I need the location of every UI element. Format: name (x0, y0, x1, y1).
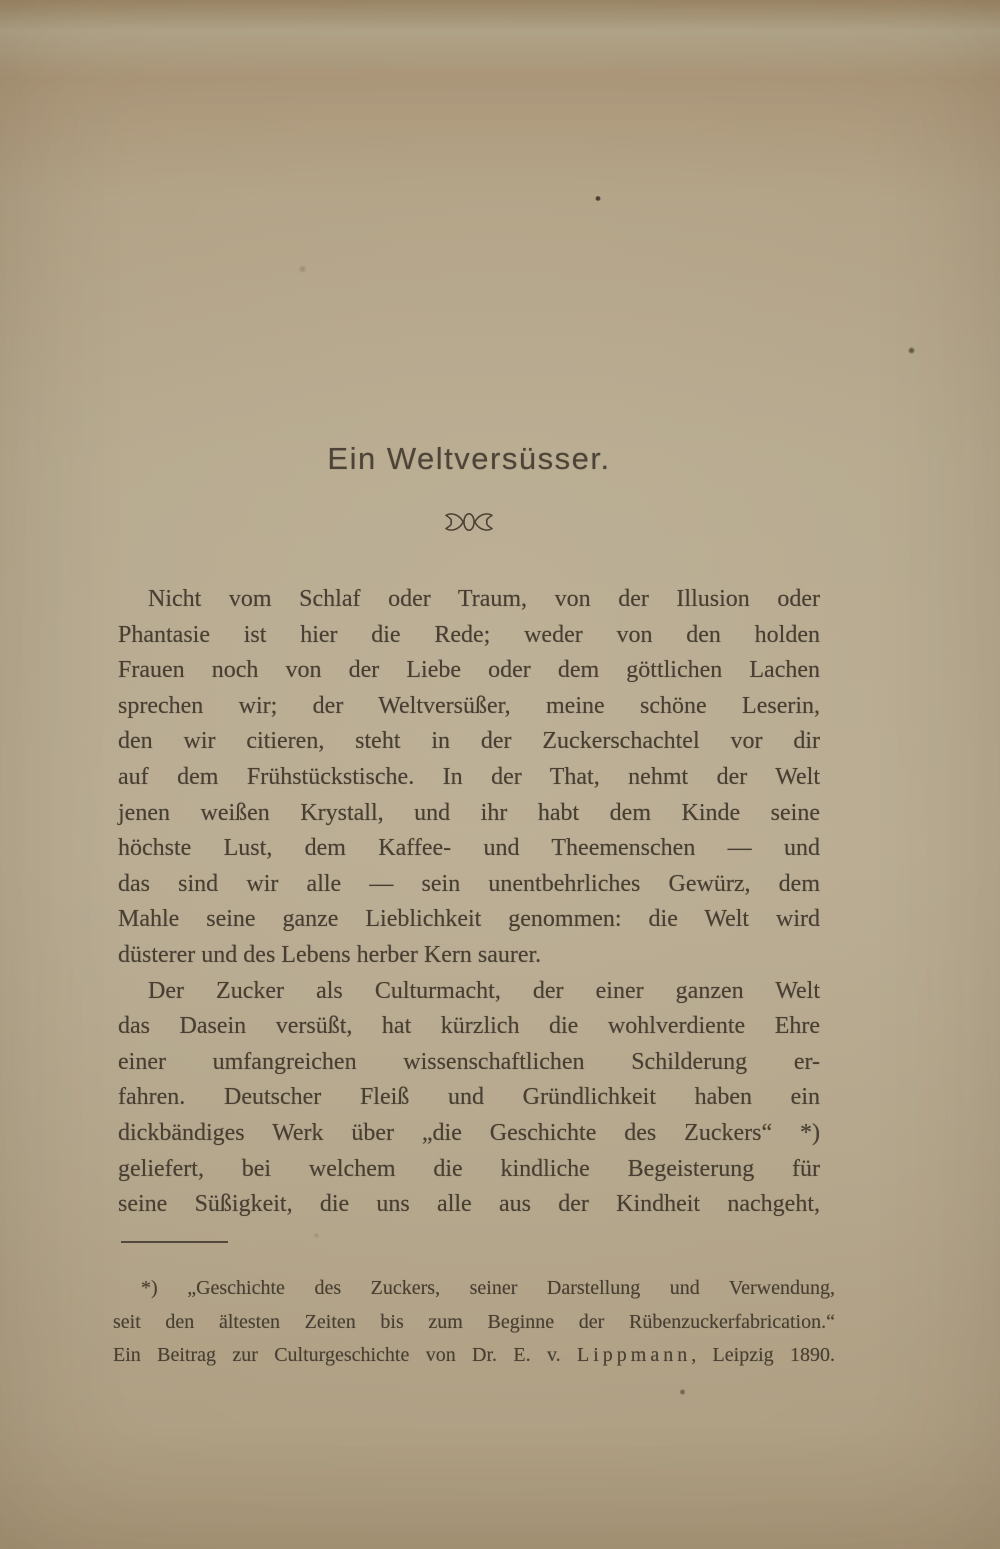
body-line: sprechen wir; der Weltversüßer, meine schöne Leserin, (118, 692, 820, 719)
scan-speck (595, 196, 601, 201)
body-line: geliefert, bei welchem die kindliche Begeisterung für (118, 1155, 820, 1182)
body-line: jenen weißen Krystall, und ihr habt dem Kinde seine (118, 799, 820, 826)
footnote-citation-pre: Ein Beitrag zur Culturgeschichte von Dr. E. v. (113, 1344, 561, 1367)
footnote (113, 1272, 835, 1373)
fleuron-icon (118, 509, 820, 540)
scan-speck (908, 347, 915, 354)
scan-speck (313, 1233, 320, 1238)
body-line: seine Süßigkeit, die uns alle aus der Kindheit nachgeht, (118, 1191, 820, 1218)
footnote-author-name: Lippmann (577, 1344, 692, 1367)
body-line: den wir citieren, steht in der Zuckerschachtel vor dir (118, 728, 820, 755)
footnote-line (113, 1339, 835, 1373)
footnote-line: seit den ältesten Zeiten bis zum Beginne der Rübenzuckerfabrication.“ (113, 1310, 835, 1333)
body-line: das sind wir alle — sein unentbehrliches Gewürz, dem (118, 870, 820, 897)
body-line: düsterer und des Lebens herber Kern saurer. (118, 941, 542, 968)
body-line: höchste Lust, dem Kaffee- und Theemenschen — und (118, 835, 820, 862)
body-line: Mahle seine ganze Lieblichkeit genommen: die Welt wird (118, 906, 820, 933)
body-line: Nicht vom Schlaf oder Traum, von der Illusion oder (148, 586, 820, 612)
body-line: Phantasie ist hier die Rede; weder von den holden (118, 621, 820, 648)
body-line: auf dem Frühstückstische. In der That, nehmt der Welt (118, 763, 820, 790)
body-line: dickbändiges Werk über „die Geschichte des Zuckers“ *) (118, 1119, 820, 1146)
footnote-citation-post: , Leipzig 1890. (691, 1344, 835, 1367)
footnote-separator-rule (121, 1241, 228, 1243)
body-text (118, 582, 820, 1223)
scan-speck (680, 1389, 685, 1395)
body-line: Der Zucker als Culturmacht, der einer ganzen Welt (148, 977, 820, 1004)
body-line: das Dasein versüßt, hat kürzlich die wohlverdiente Ehre (118, 1013, 820, 1040)
footnote-line: *) „Geschichte des Zuckers, seiner Darstellung und Verwendung, (141, 1277, 835, 1299)
body-line: einer umfangreichen wissenschaftlichen Schilderung er- (118, 1048, 820, 1075)
scan-speck (298, 265, 307, 273)
body-line: fahren. Deutscher Fleiß und Gründlichkeit haben ein (118, 1084, 820, 1111)
body-line: Frauen noch von der Liebe oder dem göttlichen Lachen (118, 657, 820, 684)
page-title: Ein Weltversüsser. (327, 441, 611, 476)
